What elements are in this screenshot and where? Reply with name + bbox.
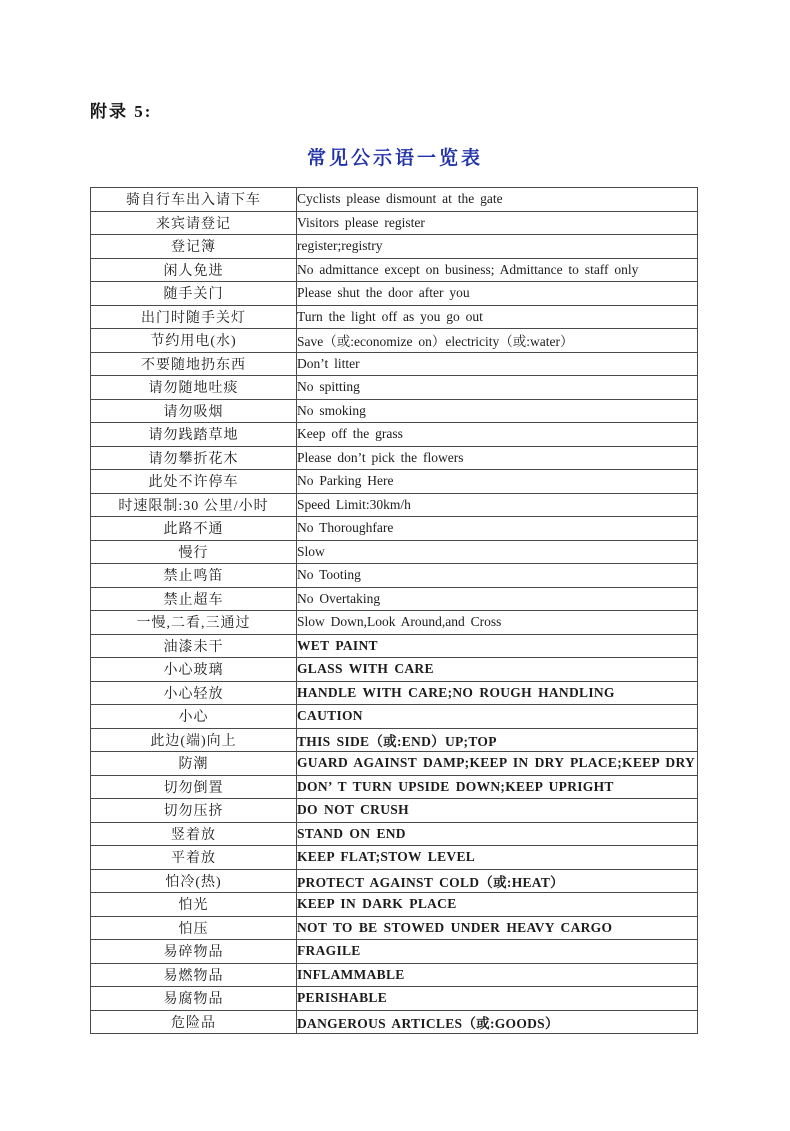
table-row: [91, 822, 698, 846]
chinese-sign-cell: 此路不通: [91, 517, 297, 541]
english-translation-cell: KEEP IN DARK PLACE: [297, 893, 698, 917]
table-row: [91, 517, 698, 541]
english-translation-cell: No Overtaking: [297, 587, 698, 611]
table-row: [91, 305, 698, 329]
english-translation-cell: STAND ON END: [297, 822, 698, 846]
table-row: [91, 940, 698, 964]
chinese-sign-cell: 易燃物品: [91, 963, 297, 987]
english-translation-cell: FRAGILE: [297, 940, 698, 964]
chinese-sign-cell: 竖着放: [91, 822, 297, 846]
chinese-sign-cell: 怕压: [91, 916, 297, 940]
english-translation-cell: Save（或:economize on）electricity（或:water）: [297, 329, 698, 353]
chinese-sign-cell: 切勿倒置: [91, 775, 297, 799]
table-row: [91, 963, 698, 987]
table-row: [91, 893, 698, 917]
english-translation-cell: Turn the light off as you go out: [297, 305, 698, 329]
table-row: [91, 493, 698, 517]
table-row: [91, 752, 698, 776]
table-row: [91, 211, 698, 235]
english-translation-cell: No Parking Here: [297, 470, 698, 494]
english-translation-cell: Visitors please register: [297, 211, 698, 235]
table-row: [91, 587, 698, 611]
table-row: [91, 188, 698, 212]
english-translation-cell: No smoking: [297, 399, 698, 423]
english-translation-cell: Speed Limit:30km/h: [297, 493, 698, 517]
table-row: [91, 705, 698, 729]
chinese-sign-cell: 禁止超车: [91, 587, 297, 611]
table-row: [91, 611, 698, 635]
chinese-sign-cell: 怕光: [91, 893, 297, 917]
table-row: [91, 799, 698, 823]
table-row: [91, 869, 698, 893]
table-row: [91, 540, 698, 564]
chinese-sign-cell: 请勿践踏草地: [91, 423, 297, 447]
english-translation-cell: DANGEROUS ARTICLES（或:GOODS）: [297, 1010, 698, 1034]
english-translation-cell: Slow Down,Look Around,and Cross: [297, 611, 698, 635]
english-translation-cell: Cyclists please dismount at the gate: [297, 188, 698, 212]
chinese-sign-cell: 禁止鸣笛: [91, 564, 297, 588]
english-translation-cell: NOT TO BE STOWED UNDER HEAVY CARGO: [297, 916, 698, 940]
english-translation-cell: THIS SIDE（或:END）UP;TOP: [297, 728, 698, 752]
chinese-sign-cell: 怕冷(热): [91, 869, 297, 893]
english-translation-cell: KEEP FLAT;STOW LEVEL: [297, 846, 698, 870]
chinese-sign-cell: 易腐物品: [91, 987, 297, 1011]
english-translation-cell: PERISHABLE: [297, 987, 698, 1011]
table-row: [91, 423, 698, 447]
english-translation-cell: GUARD AGAINST DAMP;KEEP IN DRY PLACE;KEEP DRY: [297, 752, 698, 776]
english-translation-cell: No spitting: [297, 376, 698, 400]
chinese-sign-cell: 防潮: [91, 752, 297, 776]
table-body: [91, 188, 698, 1034]
chinese-sign-cell: 平着放: [91, 846, 297, 870]
page-title: 常见公示语一览表: [306, 148, 483, 169]
chinese-sign-cell: 节约用电(水): [91, 329, 297, 353]
table-row: [91, 470, 698, 494]
english-translation-cell: INFLAMMABLE: [297, 963, 698, 987]
english-translation-cell: DO NOT CRUSH: [297, 799, 698, 823]
chinese-sign-cell: 危险品: [91, 1010, 297, 1034]
chinese-sign-cell: 慢行: [91, 540, 297, 564]
table-row: [91, 916, 698, 940]
english-translation-cell: Don’t litter: [297, 352, 698, 376]
table-row: [91, 987, 698, 1011]
table-row: [91, 1010, 698, 1034]
chinese-sign-cell: 随手关门: [91, 282, 297, 306]
chinese-sign-cell: 请勿吸烟: [91, 399, 297, 423]
english-translation-cell: Please shut the door after you: [297, 282, 698, 306]
english-translation-cell: No Thoroughfare: [297, 517, 698, 541]
english-translation-cell: No Tooting: [297, 564, 698, 588]
table-row: [91, 329, 698, 353]
chinese-sign-cell: 油漆未干: [91, 634, 297, 658]
chinese-sign-cell: 骑自行车出入请下车: [91, 188, 297, 212]
table-row: [91, 564, 698, 588]
table-row: [91, 282, 698, 306]
english-translation-cell: DON’ T TURN UPSIDE DOWN;KEEP UPRIGHT: [297, 775, 698, 799]
chinese-sign-cell: 来宾请登记: [91, 211, 297, 235]
chinese-sign-cell: 时速限制:30 公里/小时: [91, 493, 297, 517]
chinese-sign-cell: 小心: [91, 705, 297, 729]
chinese-sign-cell: 此边(端)向上: [91, 728, 297, 752]
chinese-sign-cell: 一慢,二看,三通过: [91, 611, 297, 635]
table-row: [91, 446, 698, 470]
english-translation-cell: WET PAINT: [297, 634, 698, 658]
table-row: [91, 352, 698, 376]
english-translation-cell: register;registry: [297, 235, 698, 259]
table-row: [91, 728, 698, 752]
english-translation-cell: Slow: [297, 540, 698, 564]
english-translation-cell: No admittance except on business; Admittance to staff only: [297, 258, 698, 282]
table-row: [91, 235, 698, 259]
chinese-sign-cell: 此处不许停车: [91, 470, 297, 494]
table-row: [91, 399, 698, 423]
chinese-sign-cell: 小心轻放: [91, 681, 297, 705]
english-translation-cell: HANDLE WITH CARE;NO ROUGH HANDLING: [297, 681, 698, 705]
english-translation-cell: PROTECT AGAINST COLD（或:HEAT）: [297, 869, 698, 893]
chinese-sign-cell: 闲人免进: [91, 258, 297, 282]
chinese-sign-cell: 登记簿: [91, 235, 297, 259]
english-translation-cell: CAUTION: [297, 705, 698, 729]
table-row: [91, 634, 698, 658]
public-signs-table: [90, 187, 698, 1034]
table-row: [91, 258, 698, 282]
table-row: [91, 846, 698, 870]
table-row: [91, 775, 698, 799]
table-row: [91, 681, 698, 705]
chinese-sign-cell: 出门时随手关灯: [91, 305, 297, 329]
appendix-label: 附录 5:: [90, 102, 153, 121]
chinese-sign-cell: 易碎物品: [91, 940, 297, 964]
english-translation-cell: Keep off the grass: [297, 423, 698, 447]
english-translation-cell: GLASS WITH CARE: [297, 658, 698, 682]
chinese-sign-cell: 请勿攀折花木: [91, 446, 297, 470]
chinese-sign-cell: 小心玻璃: [91, 658, 297, 682]
chinese-sign-cell: 切勿压挤: [91, 799, 297, 823]
table-row: [91, 376, 698, 400]
chinese-sign-cell: 不要随地扔东西: [91, 352, 297, 376]
chinese-sign-cell: 请勿随地吐痰: [91, 376, 297, 400]
table-row: [91, 658, 698, 682]
english-translation-cell: Please don’t pick the flowers: [297, 446, 698, 470]
